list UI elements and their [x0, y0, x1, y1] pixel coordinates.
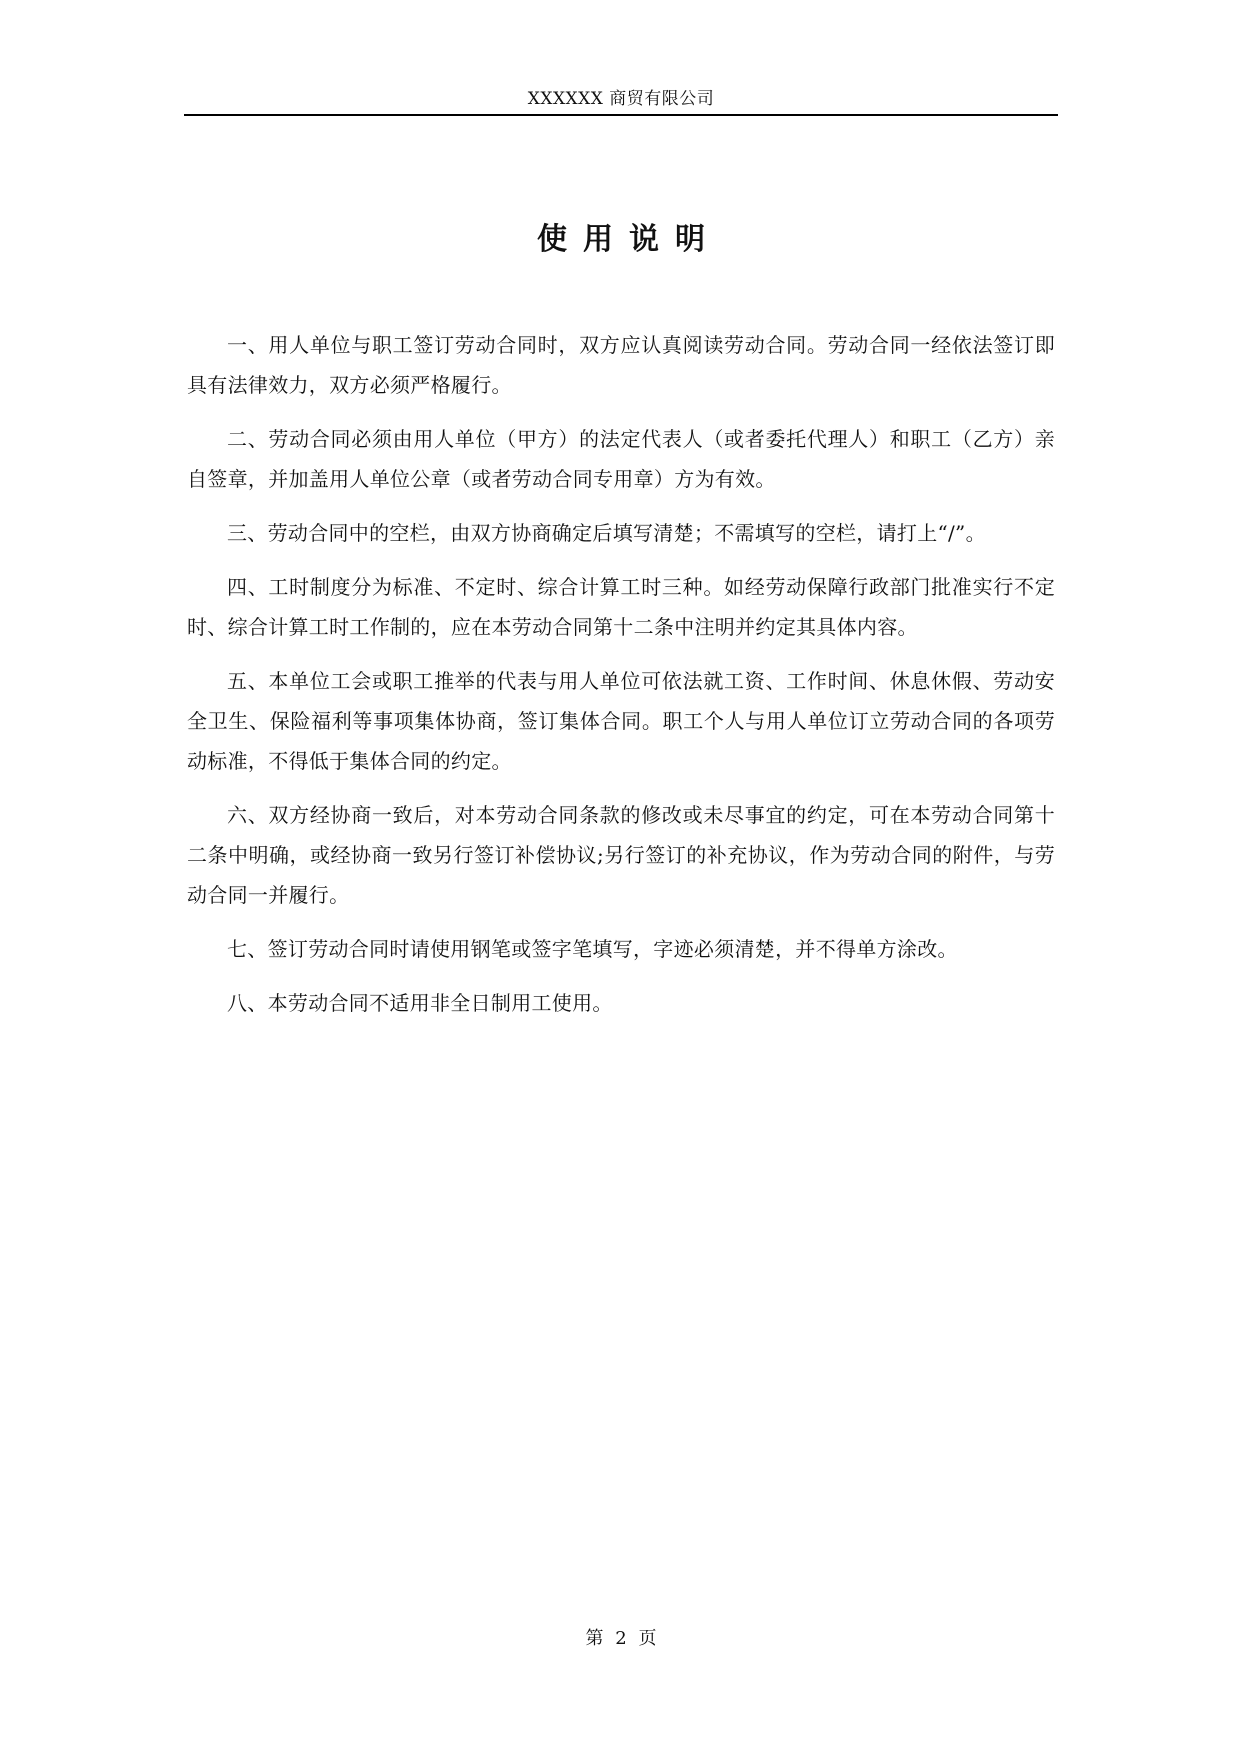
instruction-paragraph-4: 四、工时制度分为标准、不定时、综合计算工时三种。如经劳动保障行政部门批准实行不定时、综合计算工时工作制的，应在本劳动合同第十二条中注明并约定其具体内容。: [187, 575, 1055, 639]
instruction-paragraph-5: 五、本单位工会或职工推举的代表与用人单位可依法就工资、工作时间、休息休假、劳动安全卫生、保险福利等事项集体协商，签订集体合同。职工个人与用人单位订立劳动合同的各项劳动标准，不得低于集体合同的约定。: [187, 669, 1055, 773]
instruction-paragraph-8: 八、本劳动合同不适用非全日制用工使用。: [227, 991, 613, 1015]
header-divider: [184, 114, 1058, 116]
instruction-paragraph-7: 七、签订劳动合同时请使用钢笔或签字笔填写，字迹必须清楚，并不得单方涂改。: [227, 937, 958, 961]
instruction-paragraph-2: 二、劳动合同必须由用人单位（甲方）的法定代表人（或者委托代理人）和职工（乙方）亲自签章，并加盖用人单位公章（或者劳动合同专用章）方为有效。: [187, 427, 1055, 491]
document-body: [187, 325, 1055, 1037]
page-number: 第 2 页: [585, 1628, 657, 1649]
instruction-paragraph-3: 三、劳动合同中的空栏，由双方协商确定后填写清楚；不需填写的空栏，请打上“/”。: [227, 521, 986, 545]
instruction-paragraph-1: 一、用人单位与职工签订劳动合同时，双方应认真阅读劳动合同。劳动合同一经依法签订即具有法律效力，双方必须严格履行。: [187, 333, 1055, 397]
page-header-company: XXXXXX 商贸有限公司: [527, 89, 715, 109]
instruction-paragraph-6: 六、双方经协商一致后，对本劳动合同条款的修改或未尽事宜的约定，可在本劳动合同第十二条中明确，或经协商一致另行签订补偿协议;另行签订的补充协议，作为劳动合同的附件，与劳动合同一并履行。: [187, 803, 1055, 907]
document-title: 使用说明: [537, 222, 721, 257]
